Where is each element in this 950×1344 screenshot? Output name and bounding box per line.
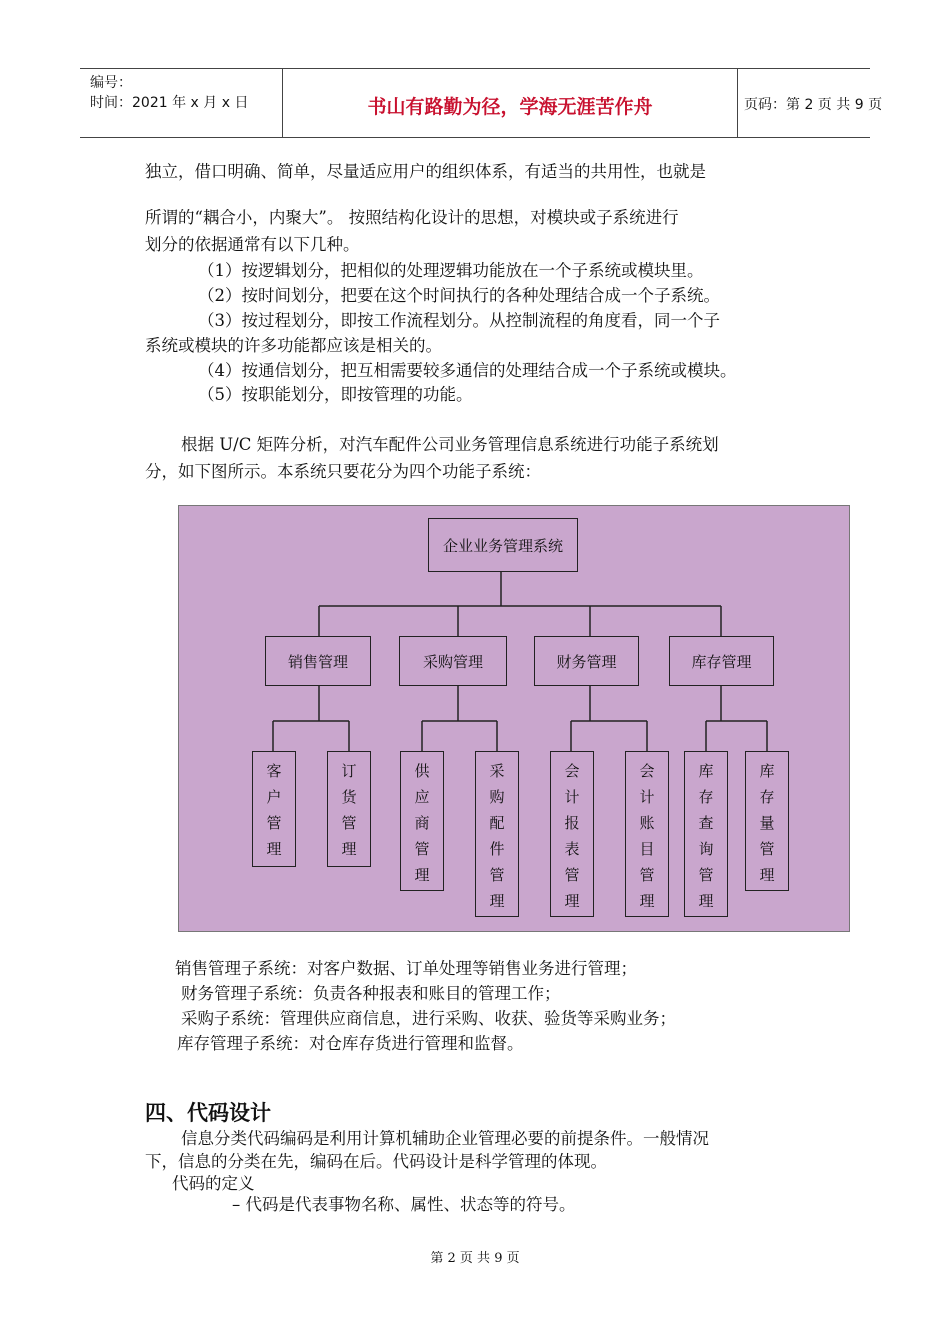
body-line: 所谓的“耦合小，内聚大”。 按照结构化设计的思想，对模块或子系统进行 — [145, 208, 679, 227]
section-line: 信息分类代码编码是利用计算机辅助企业管理必要的前提条件。一般情况 — [181, 1129, 709, 1148]
leaf-node-customer — [252, 751, 296, 867]
leaf-node-char: 管 — [266, 814, 282, 832]
leaf-node-char: 理 — [266, 840, 282, 858]
section-bullet: – 代码是代表事物名称、属性、状态等的符号。 — [232, 1195, 576, 1214]
leaf-node-char: 计 — [639, 788, 655, 806]
leaf-node-char: 量 — [759, 814, 775, 832]
leaf-node-char: 目 — [639, 840, 655, 858]
leaf-node-char: 管 — [759, 840, 775, 858]
subsystem-node-finance: 财务管理 — [534, 636, 639, 686]
list-item: （5）按职能划分，即按管理的功能。 — [198, 385, 473, 404]
body-line: 根据 U/C 矩阵分析，对汽车配件公司业务管理信息系统进行功能子系统划 — [181, 435, 719, 454]
list-item: （4）按通信划分，把互相需要较多通信的处理结合成一个子系统或模块。 — [198, 361, 737, 380]
leaf-node-order — [327, 751, 371, 867]
leaf-node-char: 查 — [698, 814, 714, 832]
leaf-node-char: 管 — [639, 866, 655, 884]
leaf-node-char: 货 — [341, 788, 357, 806]
page-header — [80, 68, 883, 138]
root-node: 企业业务管理系统 — [428, 518, 578, 572]
leaf-node-char: 理 — [414, 866, 430, 884]
list-item: （1）按逻辑划分，把相似的处理逻辑功能放在一个子系统或模块里。 — [198, 261, 704, 280]
leaf-node-char: 报 — [564, 814, 580, 832]
leaf-node-stock-quantity — [745, 751, 789, 891]
leaf-node-char: 理 — [698, 892, 714, 910]
leaf-node-char: 客 — [266, 762, 282, 780]
leaf-node-char: 库 — [759, 762, 775, 780]
leaf-node-char: 户 — [266, 788, 282, 806]
leaf-node-char: 管 — [341, 814, 357, 832]
leaf-node-char: 购 — [489, 788, 505, 806]
list-item: （2）按时间划分，把要在这个时间执行的各种处理结合成一个子系统。 — [198, 286, 720, 305]
org-chart-diagram — [178, 505, 850, 932]
leaf-node-char: 会 — [639, 762, 655, 780]
summary-line: 库存管理子系统：对仓库存货进行管理和监督。 — [177, 1034, 524, 1053]
leaf-node-char: 采 — [489, 762, 505, 780]
body-line: 划分的依据通常有以下几种。 — [145, 235, 360, 254]
body-line: 分，如下图所示。本系统只要花分为四个功能子系统： — [145, 462, 541, 481]
header-meta — [90, 73, 248, 113]
leaf-node-char: 存 — [759, 788, 775, 806]
leaf-node-char: 订 — [341, 762, 357, 780]
summary-line: 采购子系统：管理供应商信息，进行采购、收获、验货等采购业务； — [181, 1009, 676, 1028]
leaf-node-char: 供 — [414, 762, 430, 780]
leaf-node-char: 库 — [698, 762, 714, 780]
leaf-node-char: 理 — [489, 892, 505, 910]
leaf-node-char: 理 — [639, 892, 655, 910]
header-page-cell — [736, 69, 883, 137]
date-label: 时间：2021 年 x 月 x 日 — [90, 95, 249, 111]
page-footer: 第 2 页 共 9 页 — [430, 1251, 520, 1266]
leaf-node-char: 存 — [698, 788, 714, 806]
section-line: 代码的定义 — [172, 1174, 255, 1193]
list-item-continuation: 系统或模块的许多功能都应该是相关的。 — [145, 336, 442, 355]
leaf-node-char: 账 — [639, 814, 655, 832]
leaf-node-char: 表 — [564, 840, 580, 858]
leaf-node-accounting-report — [550, 751, 594, 917]
leaf-node-char: 管 — [698, 866, 714, 884]
header-motto-cell — [282, 69, 738, 137]
leaf-node-char: 件 — [489, 840, 505, 858]
header-meta-cell — [80, 69, 282, 137]
leaf-node-char: 管 — [489, 866, 505, 884]
leaf-node-char: 配 — [489, 814, 505, 832]
section-heading: 四、代码设计 — [145, 1101, 271, 1125]
leaf-node-accounting-ledger — [625, 751, 669, 917]
body-line: 独立，借口明确、简单，尽量适应用户的组织体系，有适当的共用性，也就是 — [145, 162, 706, 181]
summary-line: 销售管理子系统：对客户数据、订单处理等销售业务进行管理； — [175, 959, 637, 978]
leaf-node-char: 理 — [759, 866, 775, 884]
number-label: 编号： — [90, 75, 132, 91]
leaf-node-char: 理 — [341, 840, 357, 858]
leaf-node-parts-purchase — [475, 751, 519, 917]
leaf-node-supplier — [400, 751, 444, 891]
leaf-node-char: 应 — [414, 788, 430, 806]
leaf-node-char: 管 — [414, 840, 430, 858]
list-item: （3）按过程划分，即按工作流程划分。从控制流程的角度看，同一个子 — [198, 311, 720, 330]
leaf-node-char: 商 — [414, 814, 430, 832]
header-page-label: 页码：第 2 页 共 9 页 — [744, 97, 883, 113]
leaf-node-char: 询 — [698, 840, 714, 858]
subsystem-node-sales: 销售管理 — [265, 636, 371, 686]
leaf-node-char: 计 — [564, 788, 580, 806]
header-motto: 书山有路勤为径，学海无涯苦作舟 — [367, 96, 653, 118]
summary-line: 财务管理子系统：负责各种报表和账目的管理工作； — [181, 984, 561, 1003]
leaf-node-stock-query — [684, 751, 728, 917]
subsystem-node-purchase: 采购管理 — [399, 636, 507, 686]
leaf-node-char: 理 — [564, 892, 580, 910]
leaf-node-char: 管 — [564, 866, 580, 884]
section-line: 下，信息的分类在先，编码在后。代码设计是科学管理的体现。 — [145, 1152, 607, 1171]
leaf-node-char: 会 — [564, 762, 580, 780]
subsystem-node-inventory: 库存管理 — [669, 636, 774, 686]
